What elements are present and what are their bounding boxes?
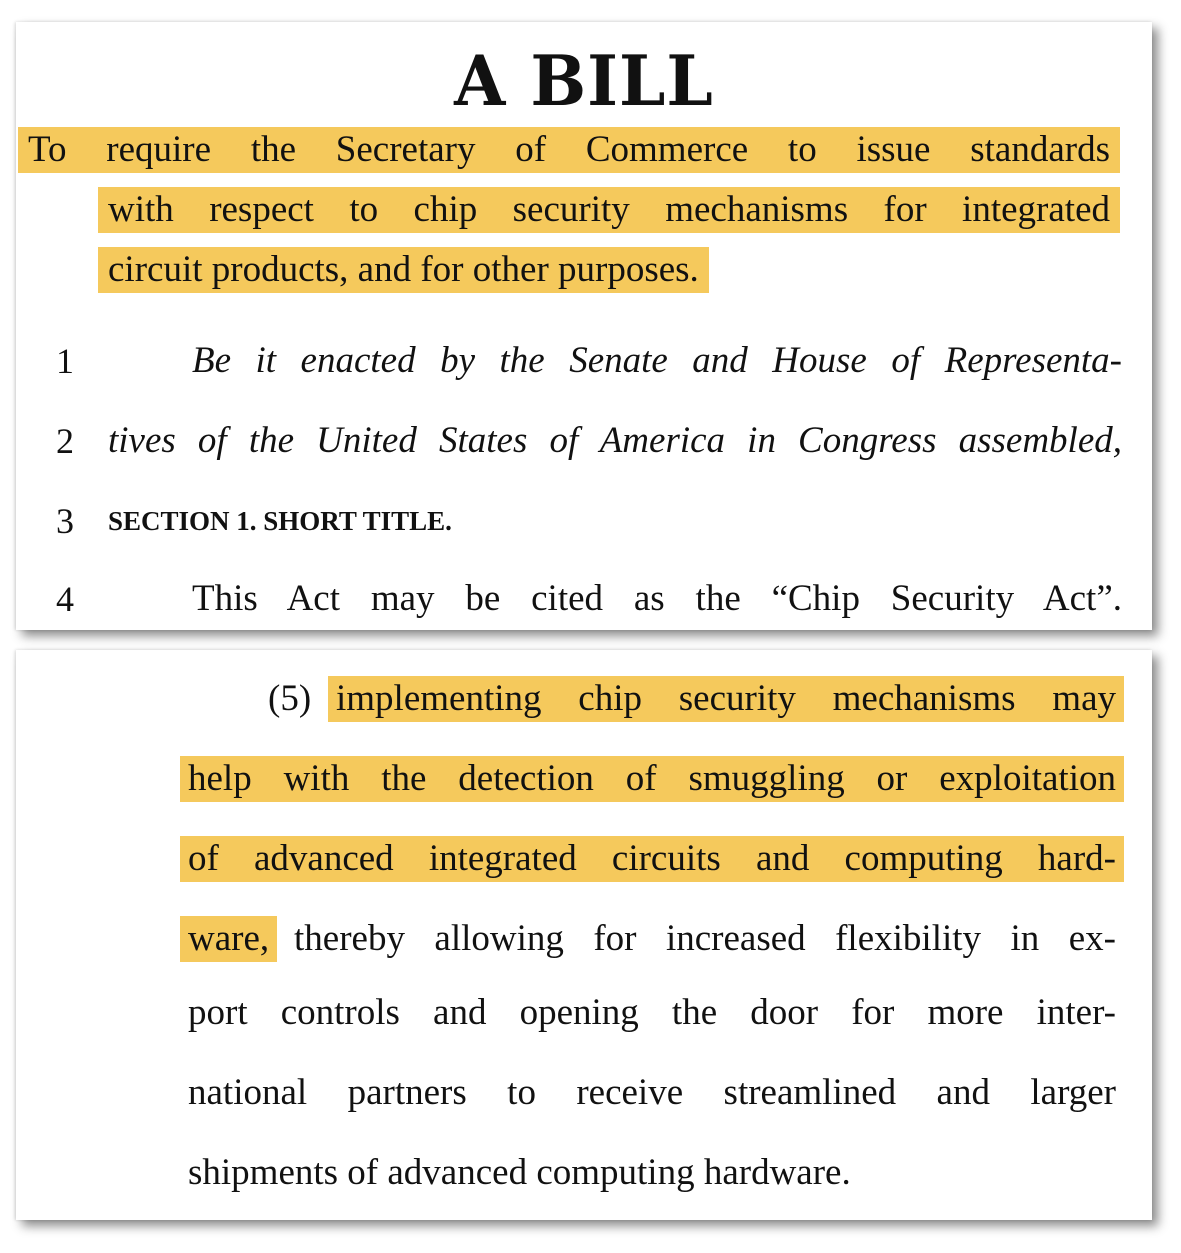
bill-title: A BILL <box>454 40 714 122</box>
purpose-line-2: with respect to chip security mechanisms for integrated <box>98 187 1120 233</box>
section-heading: SECTION 1. SHORT TITLE. <box>108 506 452 536</box>
line-number-4: 4 <box>56 579 74 619</box>
finding-line-1: implementing chip security mechanisms may <box>328 676 1124 722</box>
finding-line-7: shipments of advanced computing hardware. <box>188 1152 851 1193</box>
finding-line-5: port controls and opening the door for more inter- <box>188 992 1116 1033</box>
finding-line-4-rest: thereby allowing for increased flexibility in ex- <box>294 918 1116 959</box>
line-number-2: 2 <box>56 421 74 461</box>
enacting-clause-line-1: Be it enacted by the Senate and House of Representa- <box>192 340 1122 381</box>
purpose-line-3: circuit products, and for other purposes. <box>98 247 709 293</box>
finding-line-2: help with the detection of smuggling or exploitation <box>180 756 1124 802</box>
line-number-3: 3 <box>56 501 74 541</box>
enacting-clause-line-2: tives of the United States of America in Congress assembled, <box>108 420 1122 461</box>
bill-excerpt-bottom <box>16 650 1152 1220</box>
bill-excerpt-top <box>16 22 1152 630</box>
purpose-line-1-text: To require the Secretary of Commerce to issue standards <box>28 129 1110 170</box>
short-title-text: This Act may be cited as the “Chip Security Act”. <box>192 578 1122 619</box>
line-number-1: 1 <box>56 341 74 381</box>
finding-line-3: of advanced integrated circuits and computing hard- <box>180 836 1124 882</box>
paragraph-label: (5) <box>268 678 312 719</box>
finding-line-4-highlight: ware, <box>180 916 277 962</box>
finding-line-6: national partners to receive streamlined and larger <box>188 1072 1116 1113</box>
purpose-line-1 <box>18 127 1120 173</box>
